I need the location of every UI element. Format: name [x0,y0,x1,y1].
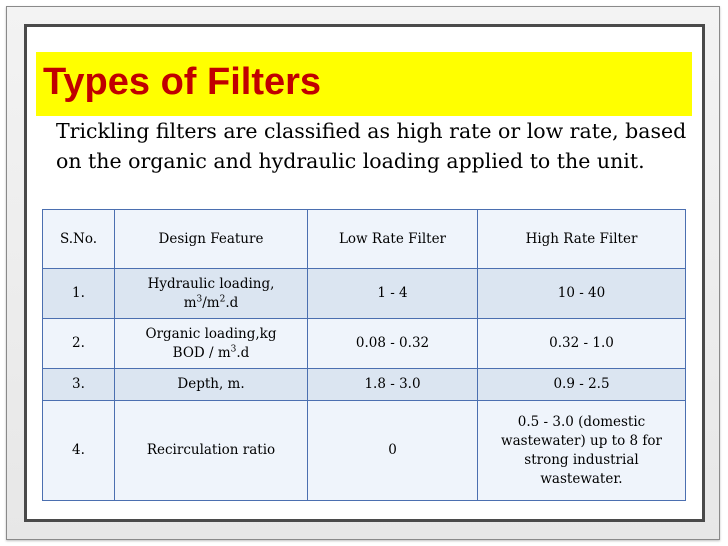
cell-sno: 4. [43,401,115,501]
table-row [43,319,686,369]
cell-sno: 1. [43,269,115,319]
cell-sno: 3. [43,369,115,401]
table-row [43,269,686,319]
header-cell-high-rate: High Rate Filter [478,210,686,269]
cell-low-rate: 1.8 - 3.0 [308,369,478,401]
cell-design-feature: Recirculation ratio [115,401,308,501]
feature-unit-tail: .d [236,344,250,361]
feature-unit-tail: .d [225,294,239,311]
feature-line-1: Organic loading,kg [145,325,277,342]
feature-line-1: Hydraulic loading, [147,275,275,292]
header-cell-sno: S.No. [43,210,115,269]
cell-sno: 2. [43,319,115,369]
feature-unit-base-1: m [183,294,197,311]
table-row [43,369,686,401]
header-cell-design-feature: Design Feature [115,210,308,269]
feature-unit-base: BOD / m [172,344,231,361]
cell-high-rate: 0.32 - 1.0 [478,319,686,369]
cell-low-rate: 1 - 4 [308,269,478,319]
slide-title: Types of Filters [43,61,322,103]
filters-table [42,209,686,501]
intro-paragraph: Trickling filters are classified as high rate or low rate, based on the organic and hydraulic loading applied to the unit. [56,119,687,173]
cell-design-feature: Depth, m. [115,369,308,401]
feature-unit-exp-1: 3 [196,294,203,304]
feature-unit-exp: 3 [230,344,237,354]
table-header-row [43,210,686,269]
cell-design-feature [115,269,308,319]
cell-low-rate: 0 [308,401,478,501]
cell-high-rate: 0.9 - 2.5 [478,369,686,401]
feature-unit-exp-2: 2 [219,294,226,304]
cell-design-feature [115,319,308,369]
cell-high-rate: 10 - 40 [478,269,686,319]
cell-high-rate: 0.5 - 3.0 (domestic wastewater) up to 8 for strong industrial wastewater. [478,401,686,501]
cell-low-rate: 0.08 - 0.32 [308,319,478,369]
table-row [43,401,686,501]
feature-unit-base-2: /m [202,294,220,311]
header-cell-low-rate: Low Rate Filter [308,210,478,269]
